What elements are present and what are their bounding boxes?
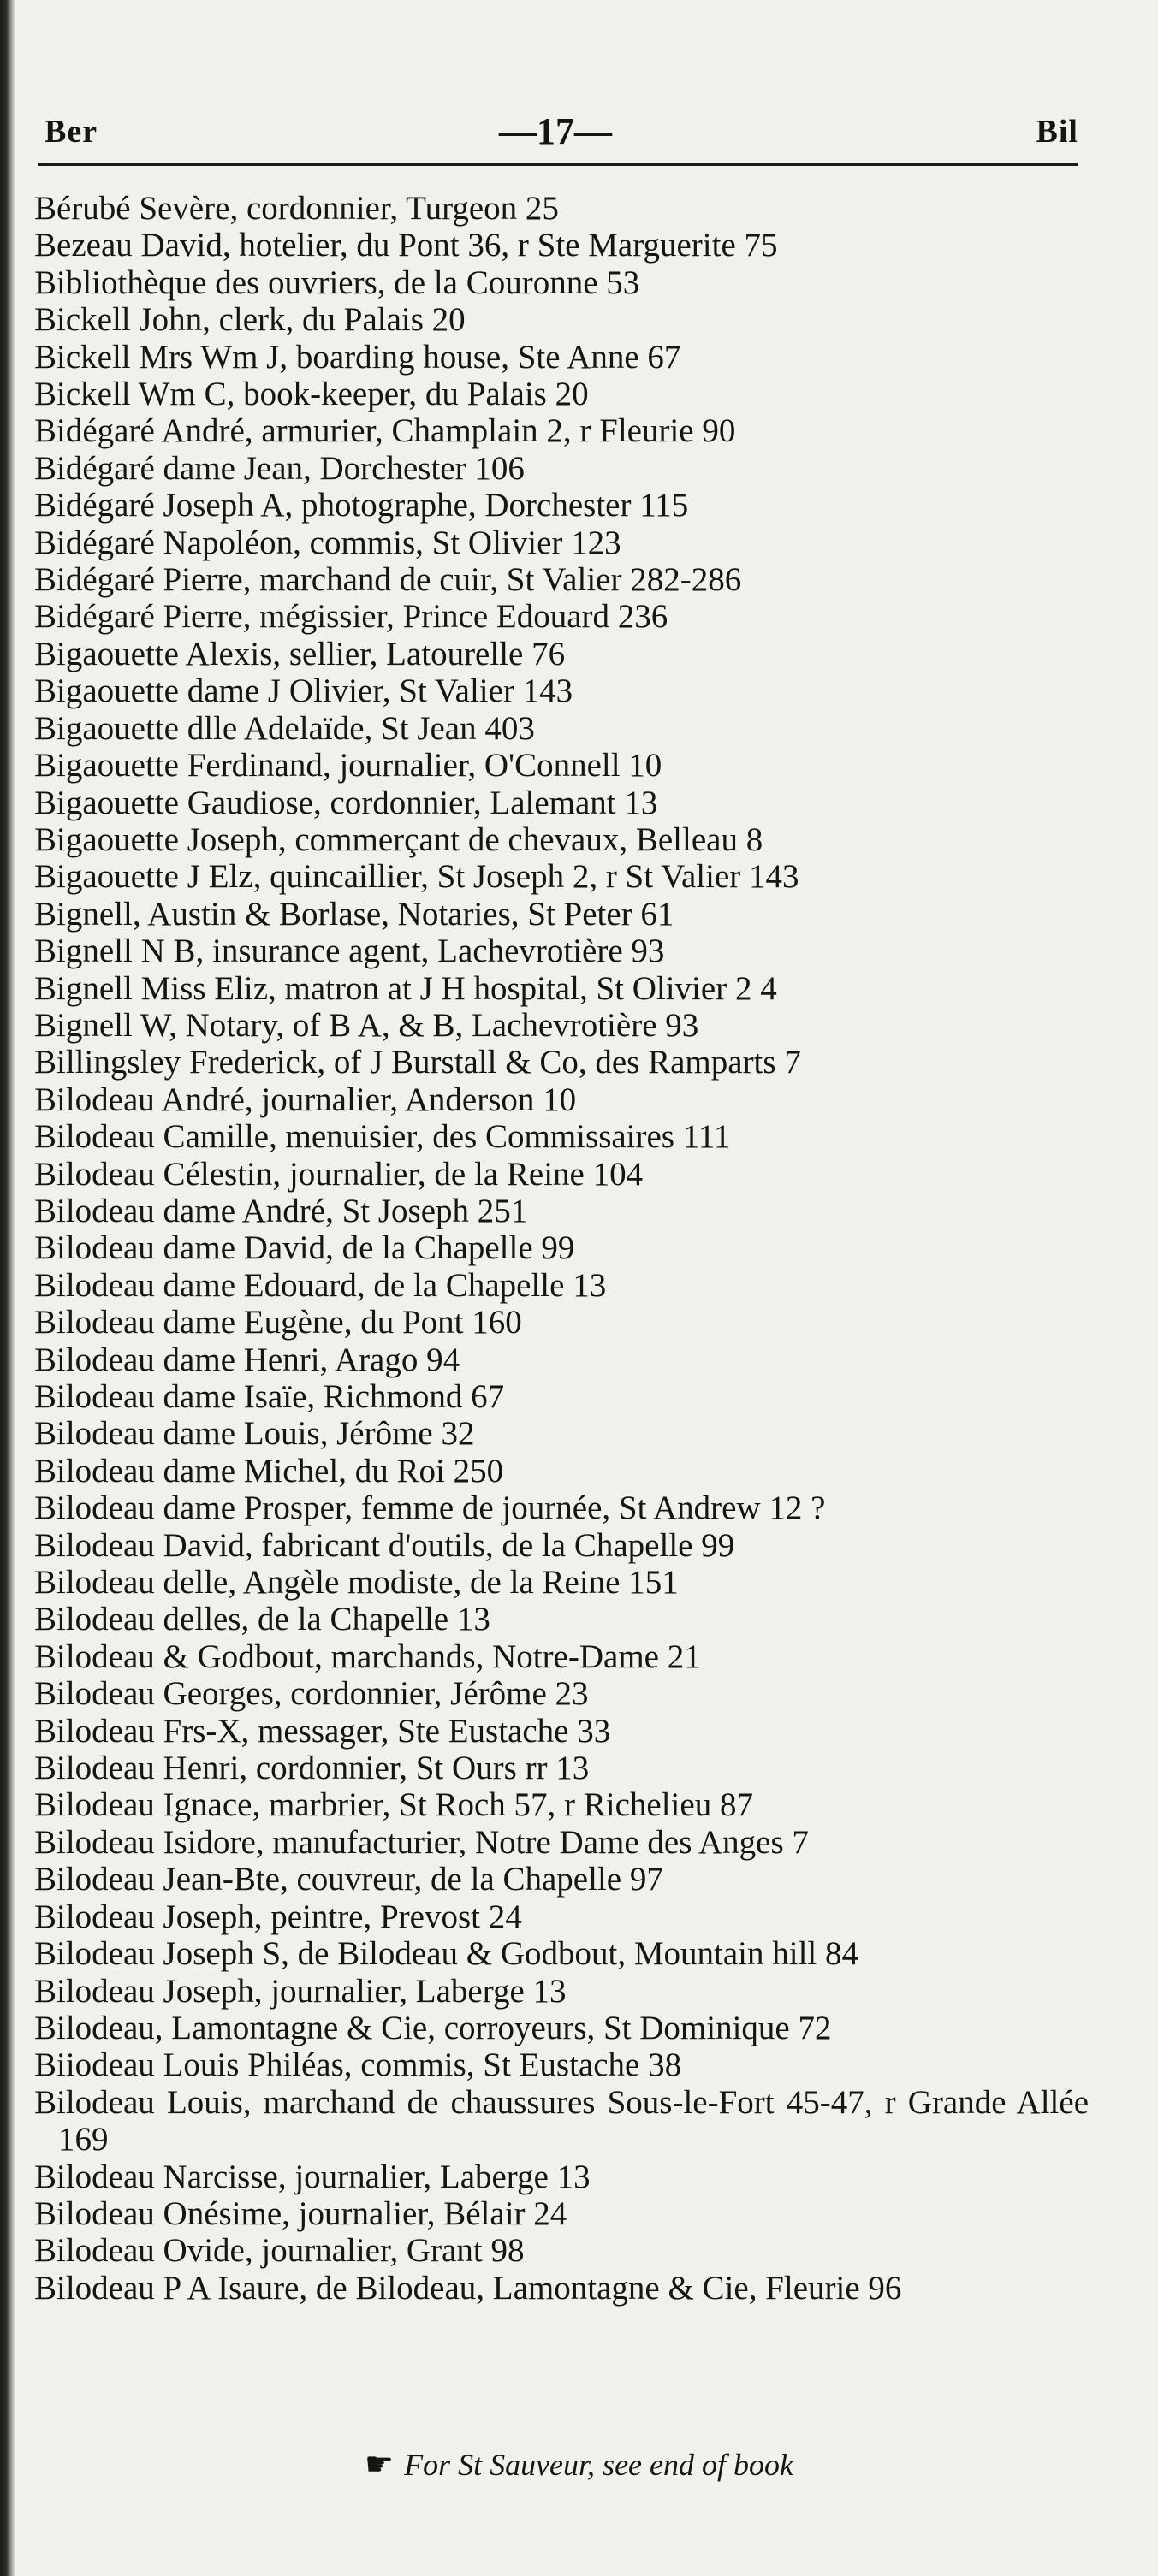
directory-entry: Bilodeau Célestin, journalier, de la Reine 104 — [34, 1155, 644, 1193]
directory-entry: Bilodeau Frs-X, messager, Ste Eustache 33 — [34, 1712, 611, 1750]
directory-entry: Bilodeau dame Edouard, de la Chapelle 13 — [34, 1266, 607, 1304]
pointing-hand-icon: ☛ — [365, 2447, 395, 2483]
directory-entry: Bilodeau Joseph, peintre, Prevost 24 — [34, 1898, 522, 1935]
directory-entry: Bidégaré Pierre, mégissier, Prince Edouard 236 — [34, 598, 668, 636]
footer-note: For St Sauveur, see end of book — [404, 2448, 793, 2482]
directory-entry: Bignell N B, insurance agent, Lachevrotière 93 — [34, 933, 665, 970]
directory-entry: Bickell Mrs Wm J, boarding house, Ste Anne 67 — [34, 338, 681, 376]
directory-entry: Bickell John, clerk, du Palais 20 — [34, 301, 466, 339]
directory-entry: Bérubé Sevère, cordonnier, Turgeon 25 — [34, 190, 559, 227]
directory-entry: Bilodeau Joseph, journalier, Laberge 13 — [34, 1972, 567, 2010]
directory-entry: Bilodeau dame Prosper, femme de journée, St Andrew 12 ? — [34, 1489, 826, 1527]
directory-entry: Bilodeau Camille, menuisier, des Commissaires 111 — [34, 1118, 731, 1156]
directory-entry: Bidégaré Joseph A, photographe, Dorchester 115 — [34, 487, 689, 524]
directory-entry: Bidégaré Napoléon, commis, St Olivier 123 — [34, 524, 621, 561]
directory-entry: Bilodeau delle, Angèle modiste, de la Reine 151 — [34, 1564, 679, 1602]
page-number: —17— — [499, 110, 612, 152]
directory-entry: Bilodeau André, journalier, Anderson 10 — [34, 1081, 577, 1118]
directory-entry: Bignell, Austin & Borlase, Notaries, St Peter 61 — [34, 895, 674, 933]
directory-entry: Bilodeau dame Eugène, du Pont 160 — [34, 1304, 522, 1341]
page-header — [33, 94, 1078, 156]
header-left-guide-word: Ber — [45, 114, 98, 150]
directory-entry: Bigaouette Gaudiose, cordonnier, Lalemant 13 — [34, 784, 658, 821]
directory-entry: Bilodeau Narcisse, journalier, Laberge 13 — [34, 2158, 591, 2195]
directory-entry: Bilodeau, Lamontagne & Cie, corroyeurs, St Dominique 72 — [34, 2009, 832, 2046]
directory-entry: Bilodeau Georges, cordonnier, Jérôme 23 — [34, 1675, 589, 1713]
directory-entries — [34, 190, 1089, 2307]
header-rule — [38, 163, 1078, 166]
directory-entry: Bilodeau Henri, cordonnier, St Ours rr 13 — [34, 1750, 590, 1787]
directory-entry: Biiodeau Louis Philéas, commis, St Eustache 38 — [34, 2046, 682, 2084]
directory-entry: Bilodeau Jean-Bte, couvreur, de la Chapelle 97 — [34, 1861, 663, 1898]
directory-entry: Bilodeau delles, de la Chapelle 13 — [34, 1601, 490, 1638]
directory-entry: Bilodeau dame Isaïe, Richmond 67 — [34, 1378, 505, 1415]
directory-entry: Bilodeau dame Michel, du Roi 250 — [34, 1452, 504, 1489]
directory-entry: Bilodeau & Godbout, marchands, Notre-Dame 21 — [34, 1637, 701, 1675]
directory-entry: Bickell Wm C, book-keeper, du Palais 20 — [34, 376, 589, 413]
directory-entry: Bidégaré dame Jean, Dorchester 106 — [34, 449, 525, 487]
directory-entry: Bilodeau dame David, de la Chapelle 99 — [34, 1229, 575, 1267]
directory-entry: Bigaouette J Elz, quincaillier, St Joseph 2, r St Valier 143 — [34, 858, 799, 896]
directory-entry: Bibliothèque des ouvriers, de la Couronne 53 — [34, 264, 640, 301]
directory-entry: Bilodeau dame Henri, Arago 94 — [34, 1341, 460, 1378]
directory-entry: Bilodeau Louis, marchand de chaussures Sous-le-Fort 45-47, r Grande Allée 169 — [34, 2083, 1089, 2159]
directory-entry: Bilodeau Ignace, marbrier, St Roch 57, r Richelieu 87 — [34, 1786, 753, 1824]
page-footer — [0, 2445, 1158, 2484]
directory-entry: Bilodeau David, fabricant d'outils, de la Chapelle 99 — [34, 1526, 735, 1564]
directory-entry: Billingsley Frederick, of J Burstall & Co, des Ramparts 7 — [34, 1044, 801, 1081]
directory-entry: Bigaouette Alexis, sellier, Latourelle 76 — [34, 635, 566, 672]
directory-entry: Bilodeau dame Louis, Jérôme 32 — [34, 1415, 475, 1453]
directory-entry: Bilodeau Joseph S, de Bilodeau & Godbout, Mountain hill 84 — [34, 1935, 859, 1973]
directory-entry: Bidégaré André, armurier, Champlain 2, r Fleurie 90 — [34, 412, 736, 450]
directory-entry: Bignell Miss Eliz, matron at J H hospital, St Olivier 2 4 — [34, 969, 777, 1007]
directory-entry: Bilodeau Ovide, journalier, Grant 98 — [34, 2232, 525, 2270]
directory-entry: Bilodeau Isidore, manufacturier, Notre Dame des Anges 7 — [34, 1823, 809, 1861]
directory-entry: Bidégaré Pierre, marchand de cuir, St Valier 282-286 — [34, 561, 742, 599]
directory-entry: Bignell W, Notary, of B A, & B, Lachevrotière 93 — [34, 1006, 699, 1044]
directory-entry: Bezeau David, hotelier, du Pont 36, r Ste Marguerite 75 — [34, 227, 778, 264]
directory-entry: Bigaouette dame J Olivier, St Valier 143 — [34, 672, 573, 710]
directory-entry: Bigaouette Joseph, commerçant de chevaux, Belleau 8 — [34, 820, 763, 858]
directory-entry: Bigaouette dlle Adelaïde, St Jean 403 — [34, 709, 535, 747]
directory-entry: Bilodeau dame André, St Joseph 251 — [34, 1192, 528, 1229]
page-spine-shadow — [0, 0, 15, 2576]
header-right-guide-word: Bil — [1036, 114, 1078, 150]
directory-entry: Bilodeau P A Isaure, de Bilodeau, Lamontagne & Cie, Fleurie 96 — [34, 2269, 902, 2307]
directory-entry: Bigaouette Ferdinand, journalier, O'Connell 10 — [34, 747, 662, 785]
directory-entry: Bilodeau Onésime, journalier, Bélair 24 — [34, 2194, 567, 2232]
